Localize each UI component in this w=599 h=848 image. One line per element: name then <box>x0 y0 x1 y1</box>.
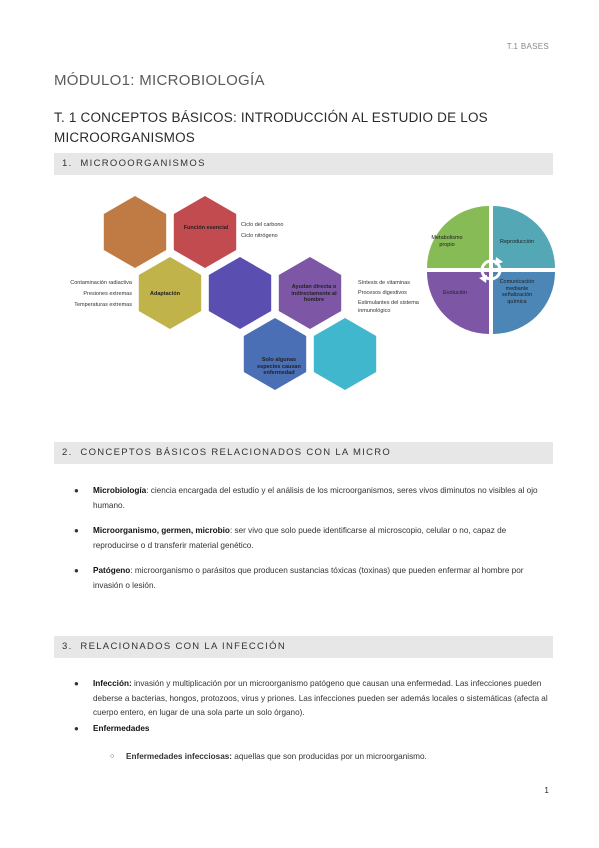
bullet-icon: ● <box>74 526 79 535</box>
hex-label-ayudan: Ayudan directa o indirectamente al hombre <box>291 284 337 303</box>
circle-bullet-icon: ○ <box>110 753 115 760</box>
bullet-icon: ● <box>74 723 79 733</box>
sub-term: Enfermedades infecciosas: <box>126 752 233 761</box>
sub-list-item <box>54 750 553 765</box>
section-title: RELACIONADOS CON LA INFECCIÓN <box>80 641 286 652</box>
section-number: 3. <box>62 641 73 652</box>
label-sintesis-vitaminas: Síntesis de vitaminas <box>358 280 410 286</box>
infection-term: Enfermedades <box>93 723 150 733</box>
circle-quadrant-reproduccion <box>493 206 555 268</box>
section-title: MICROOORGANISMOS <box>80 158 206 169</box>
section-title: CONCEPTOS BÁSICOS RELACIONADOS CON LA MICRO <box>80 447 392 458</box>
bullet-icon: ● <box>74 566 79 575</box>
document-title: T. 1 CONCEPTOS BÁSICOS: INTRODUCCIÓN AL ESTUDIO DE LOS MICROORGANISMOS <box>54 110 488 145</box>
label-ciclo-carbono: Ciclo del carbono <box>241 222 284 228</box>
list-item <box>54 677 553 721</box>
circle-label-metabolismo: Metabolismo propio <box>431 235 463 248</box>
section-number: 2. <box>62 447 73 458</box>
list-item <box>54 524 553 553</box>
section-heading-2 <box>54 442 553 464</box>
concept-text: : microorganismo o parásitos que producen sustancias tóxicas (toxinas) que pueden enfermar al hombre por invasión o lesión. <box>93 566 524 590</box>
label-presiones: Presiones extremas <box>83 291 132 297</box>
hex-center <box>209 257 271 329</box>
microorganisms-diagram <box>54 188 559 420</box>
label-temperaturas: Temperaturas extremas <box>74 302 132 308</box>
circle-label-evolucion: Evolución <box>443 290 467 296</box>
sub-text: aquellas que son producidas por un microorganismo. <box>232 752 427 761</box>
hex-cyan <box>314 318 376 390</box>
infection-term: Infección: <box>93 679 132 688</box>
circle-quadrant-evolucion <box>427 272 489 334</box>
bullet-icon: ● <box>74 679 79 688</box>
label-contaminacion: Contaminación radiactiva <box>70 280 132 286</box>
hex-funcion-esencial <box>174 196 236 268</box>
infection-list <box>54 677 553 736</box>
page-number: 1 <box>544 785 549 795</box>
section-heading-3 <box>54 636 553 658</box>
concept-text: : ser vivo que solo puede identificarse al microscopio, celular o no, capaz de reproducirse o d transferir material genético. <box>93 526 507 550</box>
hex-algunas-especies <box>244 318 306 390</box>
section-heading-1 <box>54 153 553 175</box>
hex-label-funcion-esencial: Función esencial <box>183 225 229 231</box>
list-item <box>54 722 553 737</box>
label-procesos-digestivos: Procesos digestivos <box>358 290 407 296</box>
infection-text: invasión y multiplicación por un microorganismo patógeno que causan una enfermedad. Las infecciones pueden deberse a bacterias, hongos, protozoos, virus y priones. Las infecciones pueden ser además locales o sistemáticas (afecta al cuerpo entero, en lugar de una sola parte un solo órgano). <box>93 679 548 717</box>
module-title: MÓDULO1: MICROBIOLOGÍA <box>54 72 265 89</box>
list-item <box>54 484 553 513</box>
concept-text: : ciencia encargada del estudio y el análisis de los microorganismos, seres vivos diminutos no visibles al ojo humano. <box>93 486 538 510</box>
label-ciclo-nitrogeno: Ciclo nitrógeno <box>241 233 278 239</box>
hex-label-algunas-especies: Solo algunas especies causan enfermedad <box>257 357 301 376</box>
concept-term: Microbiología <box>93 486 147 495</box>
circle-label-comunicacion: Comunicación mediante señalización química <box>499 279 535 305</box>
page-header: T.1 BASES <box>506 42 549 51</box>
label-estimulantes: Estimulantes del sistema inmunológico <box>358 300 419 314</box>
list-item <box>54 564 553 593</box>
bullet-icon: ● <box>74 486 79 495</box>
concept-term: Microorganismo, germen, microbio <box>93 526 230 535</box>
circle-label-reproduccion: Reproducción <box>500 239 534 245</box>
concepts-list <box>54 484 553 593</box>
section-number: 1. <box>62 158 73 169</box>
concept-term: Patógeno <box>93 566 131 575</box>
hex-orange <box>104 196 166 268</box>
hex-label-adaptacion: Adaptación <box>150 291 180 297</box>
